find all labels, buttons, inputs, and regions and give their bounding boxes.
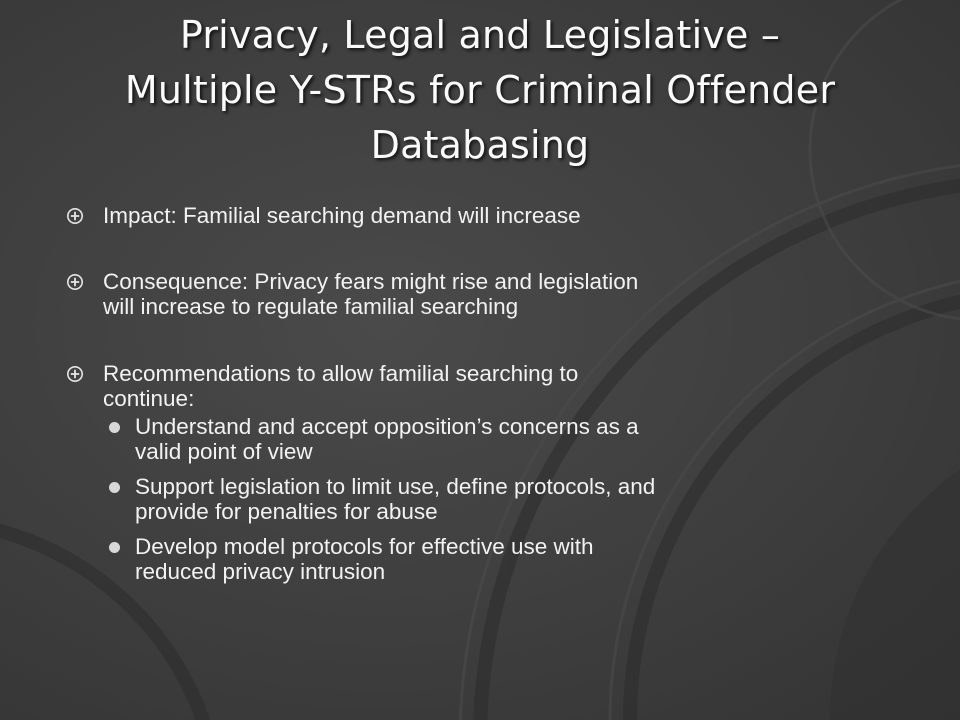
title-line-3: Databasing: [370, 123, 590, 167]
sub-bullet-text: Develop model protocols for effective use with: [135, 534, 594, 559]
sub-bullet-text: Understand and accept opposition’s concerns as a: [135, 414, 639, 439]
bullet-list: [66, 203, 856, 594]
sub-bullet-text: Support legislation to limit use, define protocols, and: [135, 474, 656, 499]
bullet-dot-icon: [109, 422, 120, 433]
sub-bullet-text: valid point of view: [135, 439, 313, 464]
title-line-2: Multiple Y-STRs for Criminal Offender: [124, 68, 836, 112]
circled-plus-icon: [66, 365, 84, 383]
bullet-text: will increase to regulate familial searching: [103, 294, 519, 319]
circled-plus-icon: [66, 207, 84, 225]
sub-bullet-list: [66, 414, 856, 584]
sub-bullet-support: [103, 474, 856, 524]
sub-bullet-text: provide for penalties for abuse: [135, 499, 438, 524]
sub-bullet-text: reduced privacy intrusion: [135, 559, 386, 584]
bullet-text: Impact: Familial searching demand will increase: [103, 203, 581, 228]
sub-bullet-develop: [103, 534, 856, 584]
bullet-dot-icon: [109, 542, 120, 553]
bullet-recommendations: [66, 361, 856, 411]
bullet-consequence: [66, 269, 856, 319]
title-line-1: Privacy, Legal and Legislative –: [179, 13, 781, 57]
bullet-text: Recommendations to allow familial searching to: [103, 361, 579, 386]
circled-plus-icon: [66, 273, 84, 291]
bullet-dot-icon: [109, 482, 120, 493]
sub-bullet-understand: [103, 414, 856, 464]
bullet-impact: [66, 203, 856, 228]
slide-title: [60, 8, 900, 173]
bullet-text: Consequence: Privacy fears might rise and legislation: [103, 269, 639, 294]
bullet-text: continue:: [103, 386, 195, 411]
